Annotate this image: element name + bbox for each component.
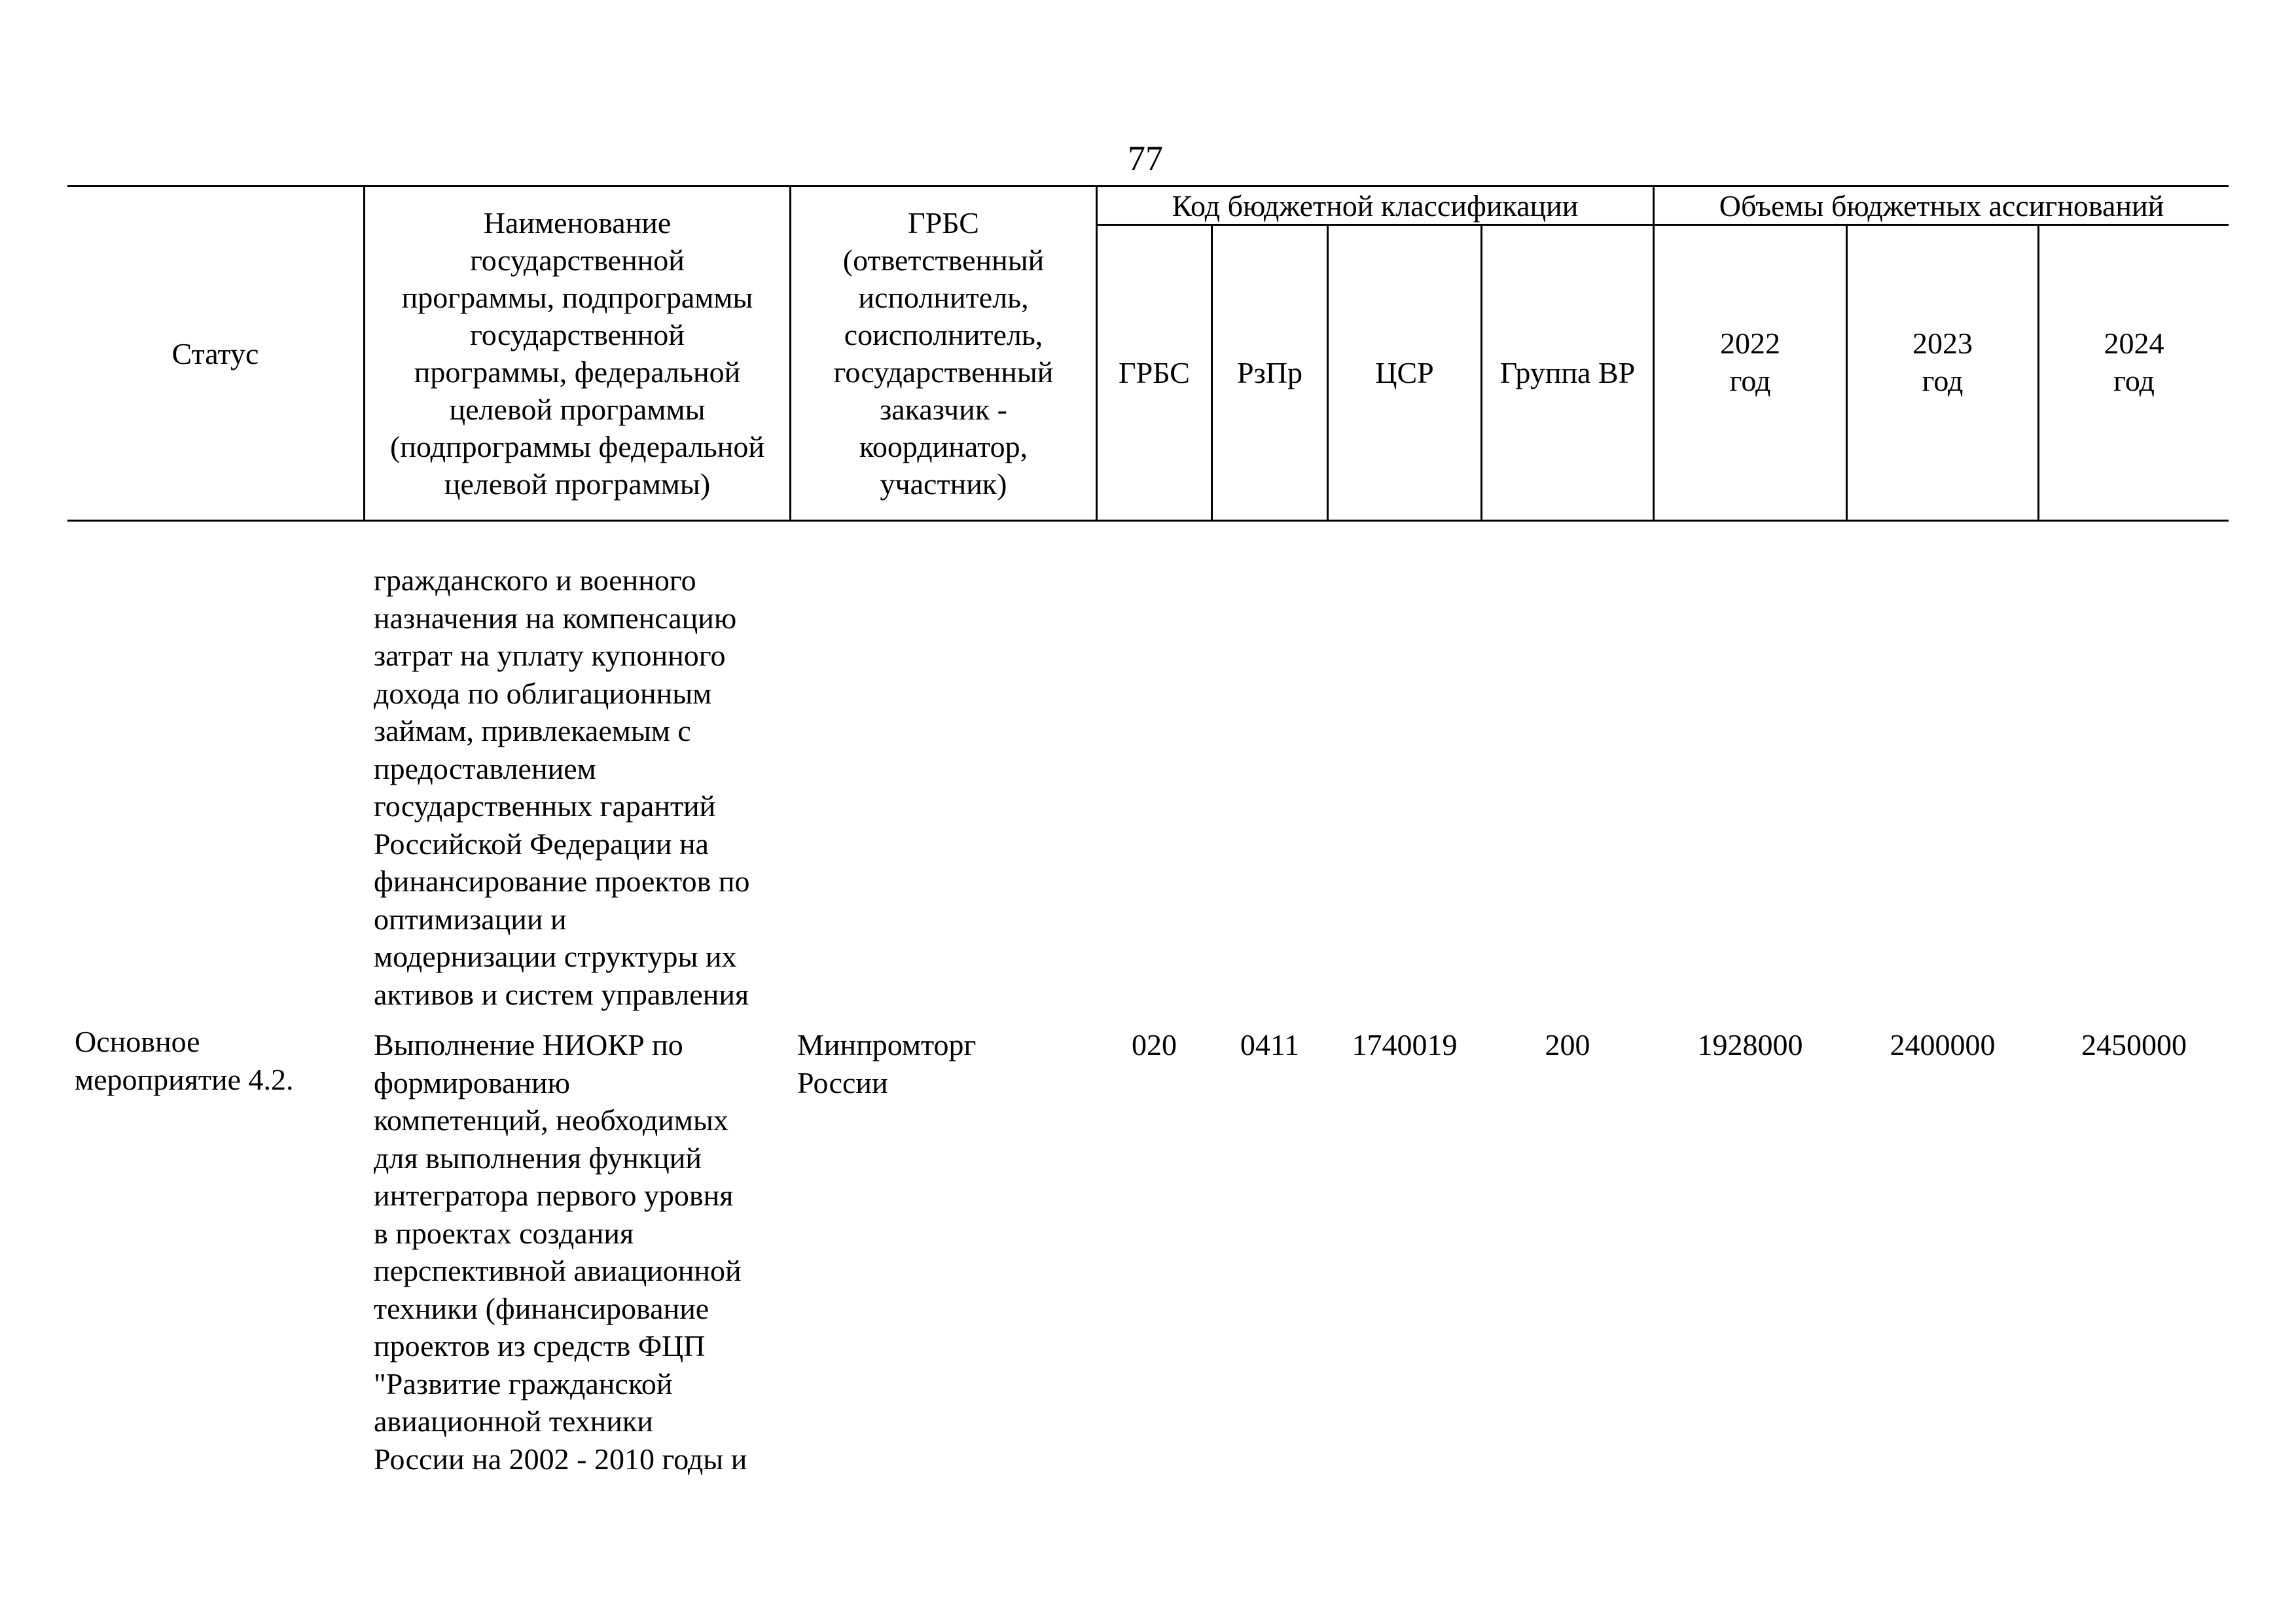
name-line: дохода по облигационным (374, 676, 712, 710)
name-line: России на 2002 - 2010 годы и (374, 1442, 747, 1476)
cell-csr: 1740019 (1352, 1028, 1458, 1061)
table-header-bottom-rule (67, 520, 2229, 522)
header-col-csr: ЦСР (1375, 356, 1434, 389)
header-col-group-vr: Группа ВР (1499, 356, 1636, 389)
name-line: техники (финансирование (374, 1291, 709, 1325)
page-number: 77 (1128, 139, 1163, 178)
row-status (75, 1023, 363, 1098)
name-line: проектов из средств ФЦП (374, 1329, 706, 1363)
cell-2022: 1928000 (1697, 1028, 1803, 1061)
name-line: назначения на компенсацию (374, 601, 737, 635)
cell-group-vr: 200 (1545, 1028, 1590, 1061)
executor-line: России (797, 1065, 888, 1099)
cell-rzpr: 0411 (1240, 1028, 1300, 1061)
header-col-rzpr: РзПр (1237, 356, 1302, 389)
name-line: "Развитие гражданской (374, 1366, 673, 1400)
name-line: займам, привлекаемым с (374, 714, 691, 747)
name-line: затрат на уплату купонного (374, 639, 726, 672)
cell-2023: 2400000 (1890, 1028, 1996, 1061)
header-grbs-line: исполнитель, (858, 281, 1029, 314)
name-line: Российской Федерации на (374, 827, 709, 861)
header-grbs-responsible (791, 196, 1096, 510)
name-line: финансирование проектов по (374, 865, 750, 898)
row-program-name (374, 1026, 793, 1478)
name-line: формированию (374, 1065, 570, 1099)
header-status: Статус (171, 336, 259, 370)
header-budget-code-group: Код бюджетной классификации (1172, 188, 1579, 223)
header-grbs-line: координатор, (859, 430, 1028, 463)
header-name-line: целевой программы) (444, 467, 711, 501)
name-line: государственных гарантий (374, 789, 716, 823)
header-budget-volume-group: Объемы бюджетных ассигнований (1719, 188, 2164, 223)
header-grbs-line: государственный (833, 355, 1054, 389)
header-name-line: государственной (470, 243, 685, 277)
name-line: компетенций, необходимых (374, 1103, 728, 1137)
row-executor (797, 1026, 1092, 1101)
name-line: гражданского и военного (374, 563, 696, 597)
name-line: перспективной авиационной (374, 1254, 742, 1287)
header-col-2023: 2023 год (1912, 326, 1973, 397)
name-line: для выполнения функций (374, 1141, 702, 1175)
header-col-grbs: ГРБС (1119, 356, 1190, 389)
name-line: модернизации структуры их (374, 940, 737, 973)
header-grbs-line: заказчик - (880, 393, 1007, 426)
header-grbs-line: участник) (880, 467, 1007, 501)
name-line: Выполнение НИОКР по (374, 1028, 683, 1061)
header-grbs-line: соисполнитель, (844, 318, 1043, 351)
header-name-line: программы, подпрограммы (401, 281, 753, 314)
name-line: в проектах создания (374, 1216, 634, 1250)
name-line: авиационной техники (374, 1404, 653, 1438)
status-line: мероприятие 4.2. (75, 1062, 294, 1096)
header-col-2022: 2022 год (1720, 326, 1780, 397)
executor-line: Минпромторг (797, 1028, 977, 1061)
header-name-line: государственной (470, 318, 685, 351)
name-line: интегратора первого уровня (374, 1179, 734, 1212)
cell-grbs: 020 (1132, 1028, 1177, 1061)
header-grbs-line: (ответственный (842, 243, 1045, 277)
header-name-line: Наименование (483, 206, 672, 240)
header-name-line: целевой программы (449, 393, 706, 426)
header-col-2024: 2024 год (2104, 326, 2164, 397)
header-program-name (365, 196, 789, 510)
name-line: предоставлением (374, 751, 596, 785)
name-line: активов и систем управления (374, 977, 749, 1011)
status-line: Основное (75, 1025, 200, 1058)
row-continuation-name (374, 562, 793, 1013)
cell-2024: 2450000 (2081, 1028, 2187, 1061)
header-grbs-line: ГРБС (908, 206, 979, 240)
header-name-line: программы, федеральной (414, 355, 741, 389)
name-line: оптимизации и (374, 902, 567, 936)
header-name-line: (подпрограммы федеральной (390, 430, 764, 463)
